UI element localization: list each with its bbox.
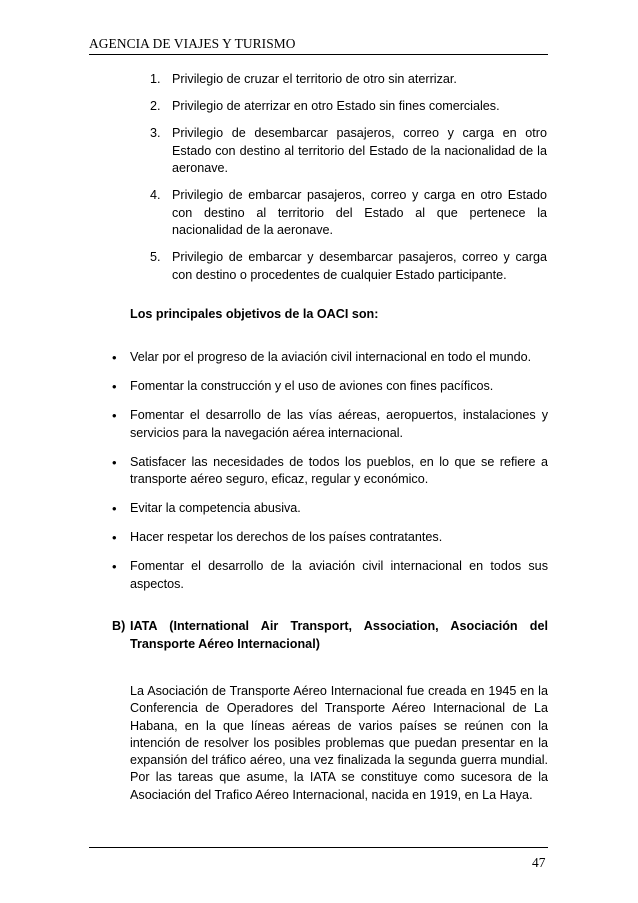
bullet-icon: • xyxy=(112,379,117,394)
item-number: 1. xyxy=(150,72,161,86)
item-text: Privilegio de embarcar y desembarcar pasajeros, correo y carga con destino o procedentes de cualquier Estado participante. xyxy=(172,250,547,282)
item-number: 3. xyxy=(150,126,161,140)
list-item xyxy=(150,249,547,284)
item-number: 5. xyxy=(150,250,161,264)
bullet-icon: • xyxy=(112,350,117,365)
item-text: Privilegio de embarcar pasajeros, correo y carga en otro Estado con destino al territorio del Estado al que pertenece la nacionalidad de la aeronave. xyxy=(172,188,547,237)
list-item xyxy=(150,125,547,178)
bullet-icon: • xyxy=(112,454,117,470)
item-text: Fomentar la construcción y el uso de aviones con fines pacíficos. xyxy=(130,379,494,393)
bullet-icon: • xyxy=(112,408,117,423)
page-header-title: AGENCIA DE VIAJES Y TURISMO xyxy=(89,36,296,51)
list-item xyxy=(112,558,548,593)
objectives-heading: Los principales objetivos de la OACI son: xyxy=(130,307,379,321)
item-text: Satisfacer las necesidades de todos los pueblos, en lo que se refiere a transporte aéreo seguro, eficaz, regular y económico. xyxy=(130,454,548,486)
bullet-icon: • xyxy=(112,501,117,516)
item-text: Privilegio de aterrizar en otro Estado sin fines comerciales. xyxy=(172,99,500,113)
list-item xyxy=(112,454,548,489)
privileges-list xyxy=(150,71,547,294)
item-text: Fomentar el desarrollo de la aviación civil internacional en todos sus aspectos. xyxy=(130,559,548,591)
bullet-icon: • xyxy=(112,530,117,545)
list-item xyxy=(150,98,547,116)
item-text: Velar por el progreso de la aviación civil internacional en todo el mundo. xyxy=(130,350,532,364)
iata-paragraph: La Asociación de Transporte Aéreo Internacional fue creada en 1945 en la Conferencia de Operadores del Transporte Aéreo Internacional de La Habana, en la que líneas aéreas de varios países se reúnen con la intención de resolver los posibles problemas que puedan presentar en la expansión del tráfico aéreo, una vez finalizada la segunda guerra mundial. Por las tareas que asume, la IATA se constituye como sucesora de la Asociación del Trafico Aéreo Internacional, nacida en 1919, en La Haya. xyxy=(130,684,548,802)
item-text: Privilegio de desembarcar pasajeros, correo y carga en otro Estado con destino al territorio del Estado de la nacionalidad de la aeronave. xyxy=(172,126,547,175)
page-number: 47 xyxy=(532,855,546,870)
list-item xyxy=(112,529,548,547)
header-rule xyxy=(89,54,548,55)
item-number: 4. xyxy=(150,188,161,202)
item-text: Evitar la competencia abusiva. xyxy=(130,501,301,515)
list-item xyxy=(112,349,548,367)
item-number: 2. xyxy=(150,99,161,113)
item-text: Privilegio de cruzar el territorio de otro sin aterrizar. xyxy=(172,72,457,86)
bullet-icon: • xyxy=(112,559,117,574)
list-item xyxy=(112,378,548,396)
section-letter: B) xyxy=(112,619,126,633)
list-item xyxy=(112,407,548,442)
list-item xyxy=(150,71,547,89)
objectives-list xyxy=(112,349,548,605)
item-text: Hacer respetar los derechos de los países contratantes. xyxy=(130,530,443,544)
footer-rule xyxy=(89,847,548,848)
section-b-heading xyxy=(112,618,548,653)
section-title: IATA (International Air Transport, Association, Asociación del Transporte Aéreo Internacional) xyxy=(130,619,548,651)
list-item xyxy=(112,500,548,518)
item-text: Fomentar el desarrollo de las vías aéreas, aeropuertos, instalaciones y servicios para la navegación aérea internacional. xyxy=(130,408,548,440)
list-item xyxy=(150,187,547,240)
